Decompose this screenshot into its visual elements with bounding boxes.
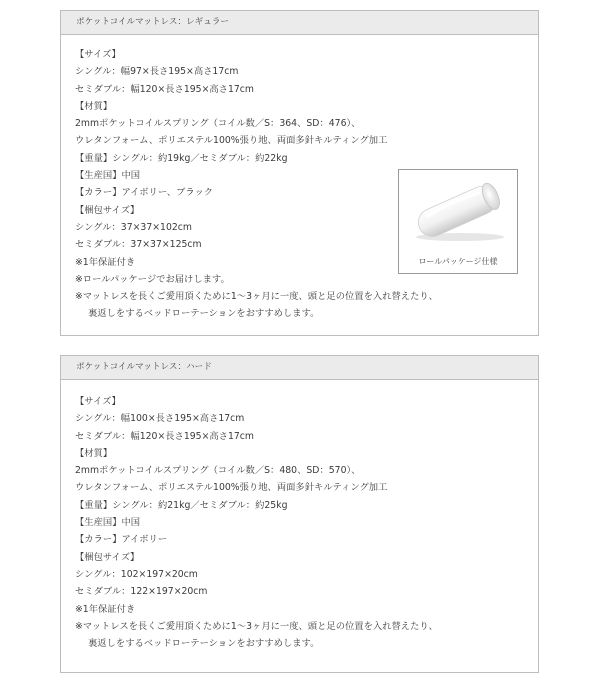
spec-line: 【カラー】アイボリー bbox=[75, 534, 168, 546]
spec-line: シングル：幅100×長さ195×高さ17cm bbox=[75, 413, 245, 425]
spec-line: ※マットレスを長くご愛用頂くために1～3ヶ月に一度、頭と足の位置を入れ替えたり、 bbox=[75, 291, 438, 303]
spec-line: シングル：102×197×20cm bbox=[75, 568, 198, 580]
spec-line: 【生産国】中国 bbox=[75, 517, 141, 529]
section-title: ポケットコイルマットレス：レギュラー bbox=[61, 11, 538, 35]
spec-line: ウレタンフォーム、ポリエステル100%張り地、両面多針キルティング加工 bbox=[75, 135, 388, 147]
rolled-mattress-icon bbox=[404, 175, 512, 245]
spec-line: 裏返しをするベッドローテーションをおすすめします。 bbox=[88, 308, 320, 320]
spec-line: セミダブル：幅120×長さ195×高さ17cm bbox=[75, 430, 254, 442]
spec-line: 【梱包サイズ】 bbox=[75, 204, 140, 216]
spec-line: 2mmポケットコイルスプリング（コイル数／S：480、SD：570）、 bbox=[75, 465, 361, 477]
spec-line: セミダブル：122×197×20cm bbox=[75, 586, 208, 598]
spec-line: 【カラー】アイボリー、ブラック bbox=[75, 187, 214, 199]
spec-line: ウレタンフォーム、ポリエステル100%張り地、両面多針キルティング加工 bbox=[75, 482, 388, 494]
spec-line: 【生産国】中国 bbox=[75, 170, 141, 182]
spec-line: 【材質】 bbox=[75, 100, 113, 112]
image-caption: ロールパッケージ仕様 bbox=[418, 257, 498, 266]
spec-line: シングル：37×37×102cm bbox=[75, 221, 192, 233]
spec-line: セミダブル：幅120×長さ195×高さ17cm bbox=[75, 83, 254, 95]
spec-line: ※1年保証付き bbox=[75, 603, 136, 615]
spec-line: セミダブル：37×37×125cm bbox=[75, 239, 202, 251]
roll-package-image bbox=[398, 169, 518, 274]
spec-line: 2mmポケットコイルスプリング（コイル数／S：364、SD：476）、 bbox=[75, 118, 361, 130]
spec-line: 【サイズ】 bbox=[75, 396, 121, 407]
spec-line: ※マットレスを長くご愛用頂くために1～3ヶ月に一度、頭と足の位置を入れ替えたり、 bbox=[75, 620, 438, 632]
spec-line: 【材質】 bbox=[75, 447, 113, 459]
spec-line: ※ロールパッケージでお届けします。 bbox=[75, 273, 230, 285]
spec-line: 裏返しをするベッドローテーションをおすすめします。 bbox=[88, 638, 320, 650]
spec-card-hard bbox=[60, 355, 539, 673]
spec-line: 【重量】シングル：約19kg／セミダブル：約22kg bbox=[75, 152, 288, 164]
spec-line: 【サイズ】 bbox=[75, 49, 121, 60]
spec-line: ※1年保証付き bbox=[75, 256, 136, 268]
spec-list bbox=[75, 393, 515, 652]
spec-card-regular bbox=[60, 10, 539, 336]
spec-line: シングル：幅97×長さ195×高さ17cm bbox=[75, 66, 239, 78]
spec-line: 【重量】シングル：約21kg／セミダブル：約25kg bbox=[75, 499, 288, 511]
section-title: ポケットコイルマットレス：ハード bbox=[61, 356, 538, 380]
spec-line: 【梱包サイズ】 bbox=[75, 551, 140, 563]
